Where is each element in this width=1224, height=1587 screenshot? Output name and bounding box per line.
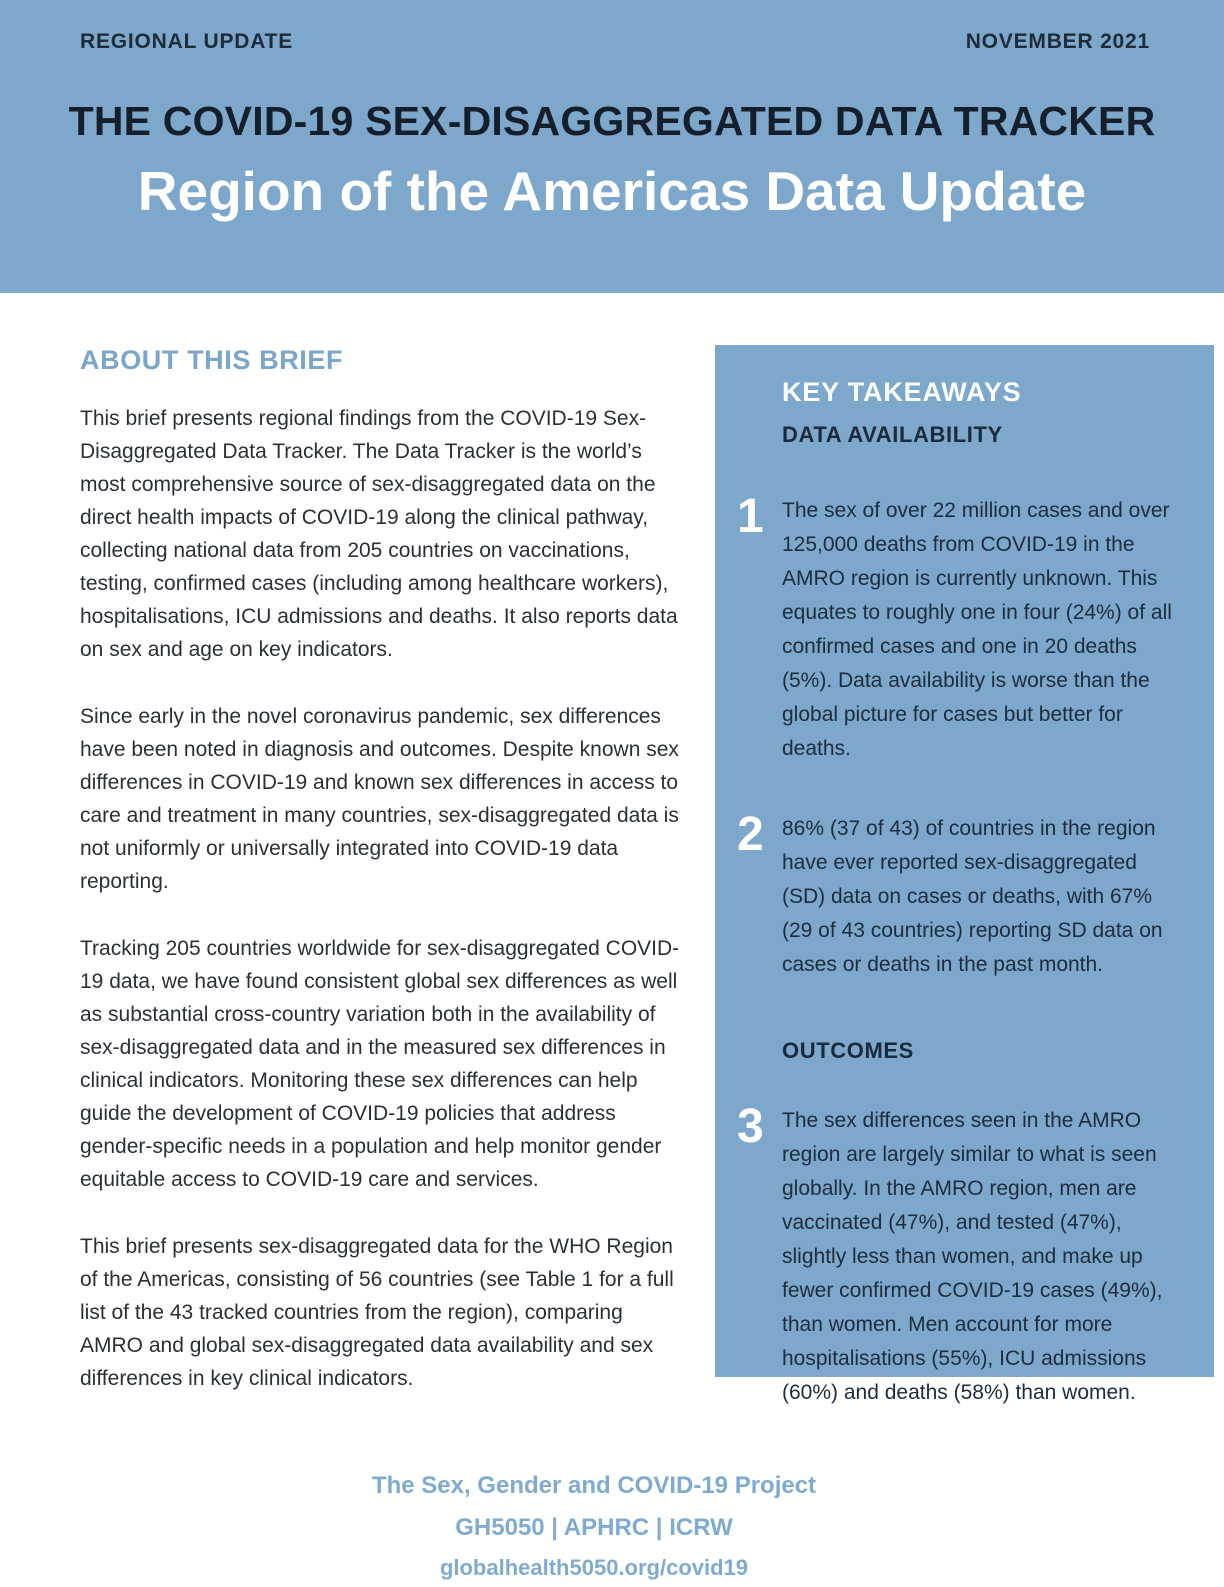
about-paragraph-3: Tracking 205 countries worldwide for sex-disaggregated COVID-19 data, we have found consistent global sex differences as well as substantial cross-country variation both in the availability of sex-disaggregated data and in the measured sex differences in clinical indicators. Monitoring these sex differences can help guide the development of COVID-19 policies that address gender-specific needs in a population and help monitor gender equitable access to COVID-19 care and services. [80, 937, 680, 1191]
main-content [0, 345, 1224, 1404]
about-heading: ABOUT THIS BRIEF [80, 345, 344, 375]
data-availability-label: DATA AVAILABILITY [782, 422, 1003, 447]
about-paragraph-1: This brief presents regional findings from the COVID-19 Sex-Disaggregated Data Tracker. The Data Tracker is the world’s most comprehensive source of sex-disaggregated data on the direct health impacts of COVID-19 along the clinical pathway, collecting national data from 205 countries on vaccinations, testing, confirmed cases (including among healthcare workers), hospitalisations, ICU admissions and deaths. It also reports data on sex and age on key indicators. [80, 407, 678, 661]
footer-url-link[interactable]: globalhealth5050.org/covid19 [439, 1555, 749, 1580]
document-title: THE COVID-19 SEX-DISAGGREGATED DATA TRACKER [68, 98, 1156, 144]
takeaway-text-3: The sex differences seen in the AMRO region are largely similar to what is seen globally. In the AMRO region, men are vaccinated (47%), and tested (47%), slightly less than women, and make up fewer confirmed COVID-19 cases (49%), than women. Men account for more hospitalisations (55%), ICU admissions (60%) and deaths (58%) than women. [782, 1109, 1163, 1404]
takeaways-heading: KEY TAKEAWAYS [782, 377, 1022, 407]
footer-url-row [0, 1549, 1188, 1587]
takeaway-item-1 [737, 490, 1178, 766]
outcomes-label: OUTCOMES [782, 1038, 914, 1063]
document-subtitle: Region of the Americas Data Update [137, 160, 1087, 222]
takeaway-number-2: 2 [737, 808, 764, 861]
about-paragraph-2: Since early in the novel coronavirus pandemic, sex differences have been noted in diagnosis and outcomes. Despite known sex differences in COVID-19 and known sex differences in access to care and treatment in many countries, sex-disaggregated data is not uniformly or universally integrated into COVID-19 data reporting. [80, 705, 679, 893]
kicker-regional-update: REGIONAL UPDATE [80, 30, 294, 53]
footer-project-name: The Sex, Gender and COVID-19 Project [371, 1472, 817, 1499]
takeaway-item-3 [737, 1100, 1178, 1410]
kicker-issue-date: NOVEMBER 2021 [965, 30, 1150, 53]
takeaway-number-1: 1 [737, 490, 764, 543]
takeaway-text-2: 86% (37 of 43) of countries in the region have ever reported sex-disaggregated (SD) data on cases or deaths, with 67% (29 of 43 countries) reporting SD data on cases or deaths in the past month. [782, 817, 1163, 976]
header-kicker-row [0, 30, 1224, 54]
takeaway-text-1: The sex of over 22 million cases and over 125,000 deaths from COVID-19 in the AMRO region is currently unknown. This equates to roughly one in four (24%) of all confirmed cases and one in 20 deaths (5%). Data availability is worse than the global picture for cases but better for deaths. [782, 499, 1172, 760]
footer-organisations: GH5050 | APHRC | ICRW [455, 1514, 733, 1541]
takeaway-number-3: 3 [737, 1100, 764, 1153]
header-band [0, 0, 1224, 293]
about-paragraph-4: This brief presents sex-disaggregated data for the WHO Region of the Americas, consisting of 56 countries (see Table 1 for a full list of the 43 tracked countries from the region), comparing AMRO and global sex-disaggregated data availability and sex differences in key clinical indicators. [80, 1235, 674, 1390]
footer [0, 1465, 1224, 1587]
takeaway-item-2 [737, 808, 1178, 982]
about-section [80, 345, 685, 1395]
key-takeaways-panel [715, 345, 1214, 1404]
